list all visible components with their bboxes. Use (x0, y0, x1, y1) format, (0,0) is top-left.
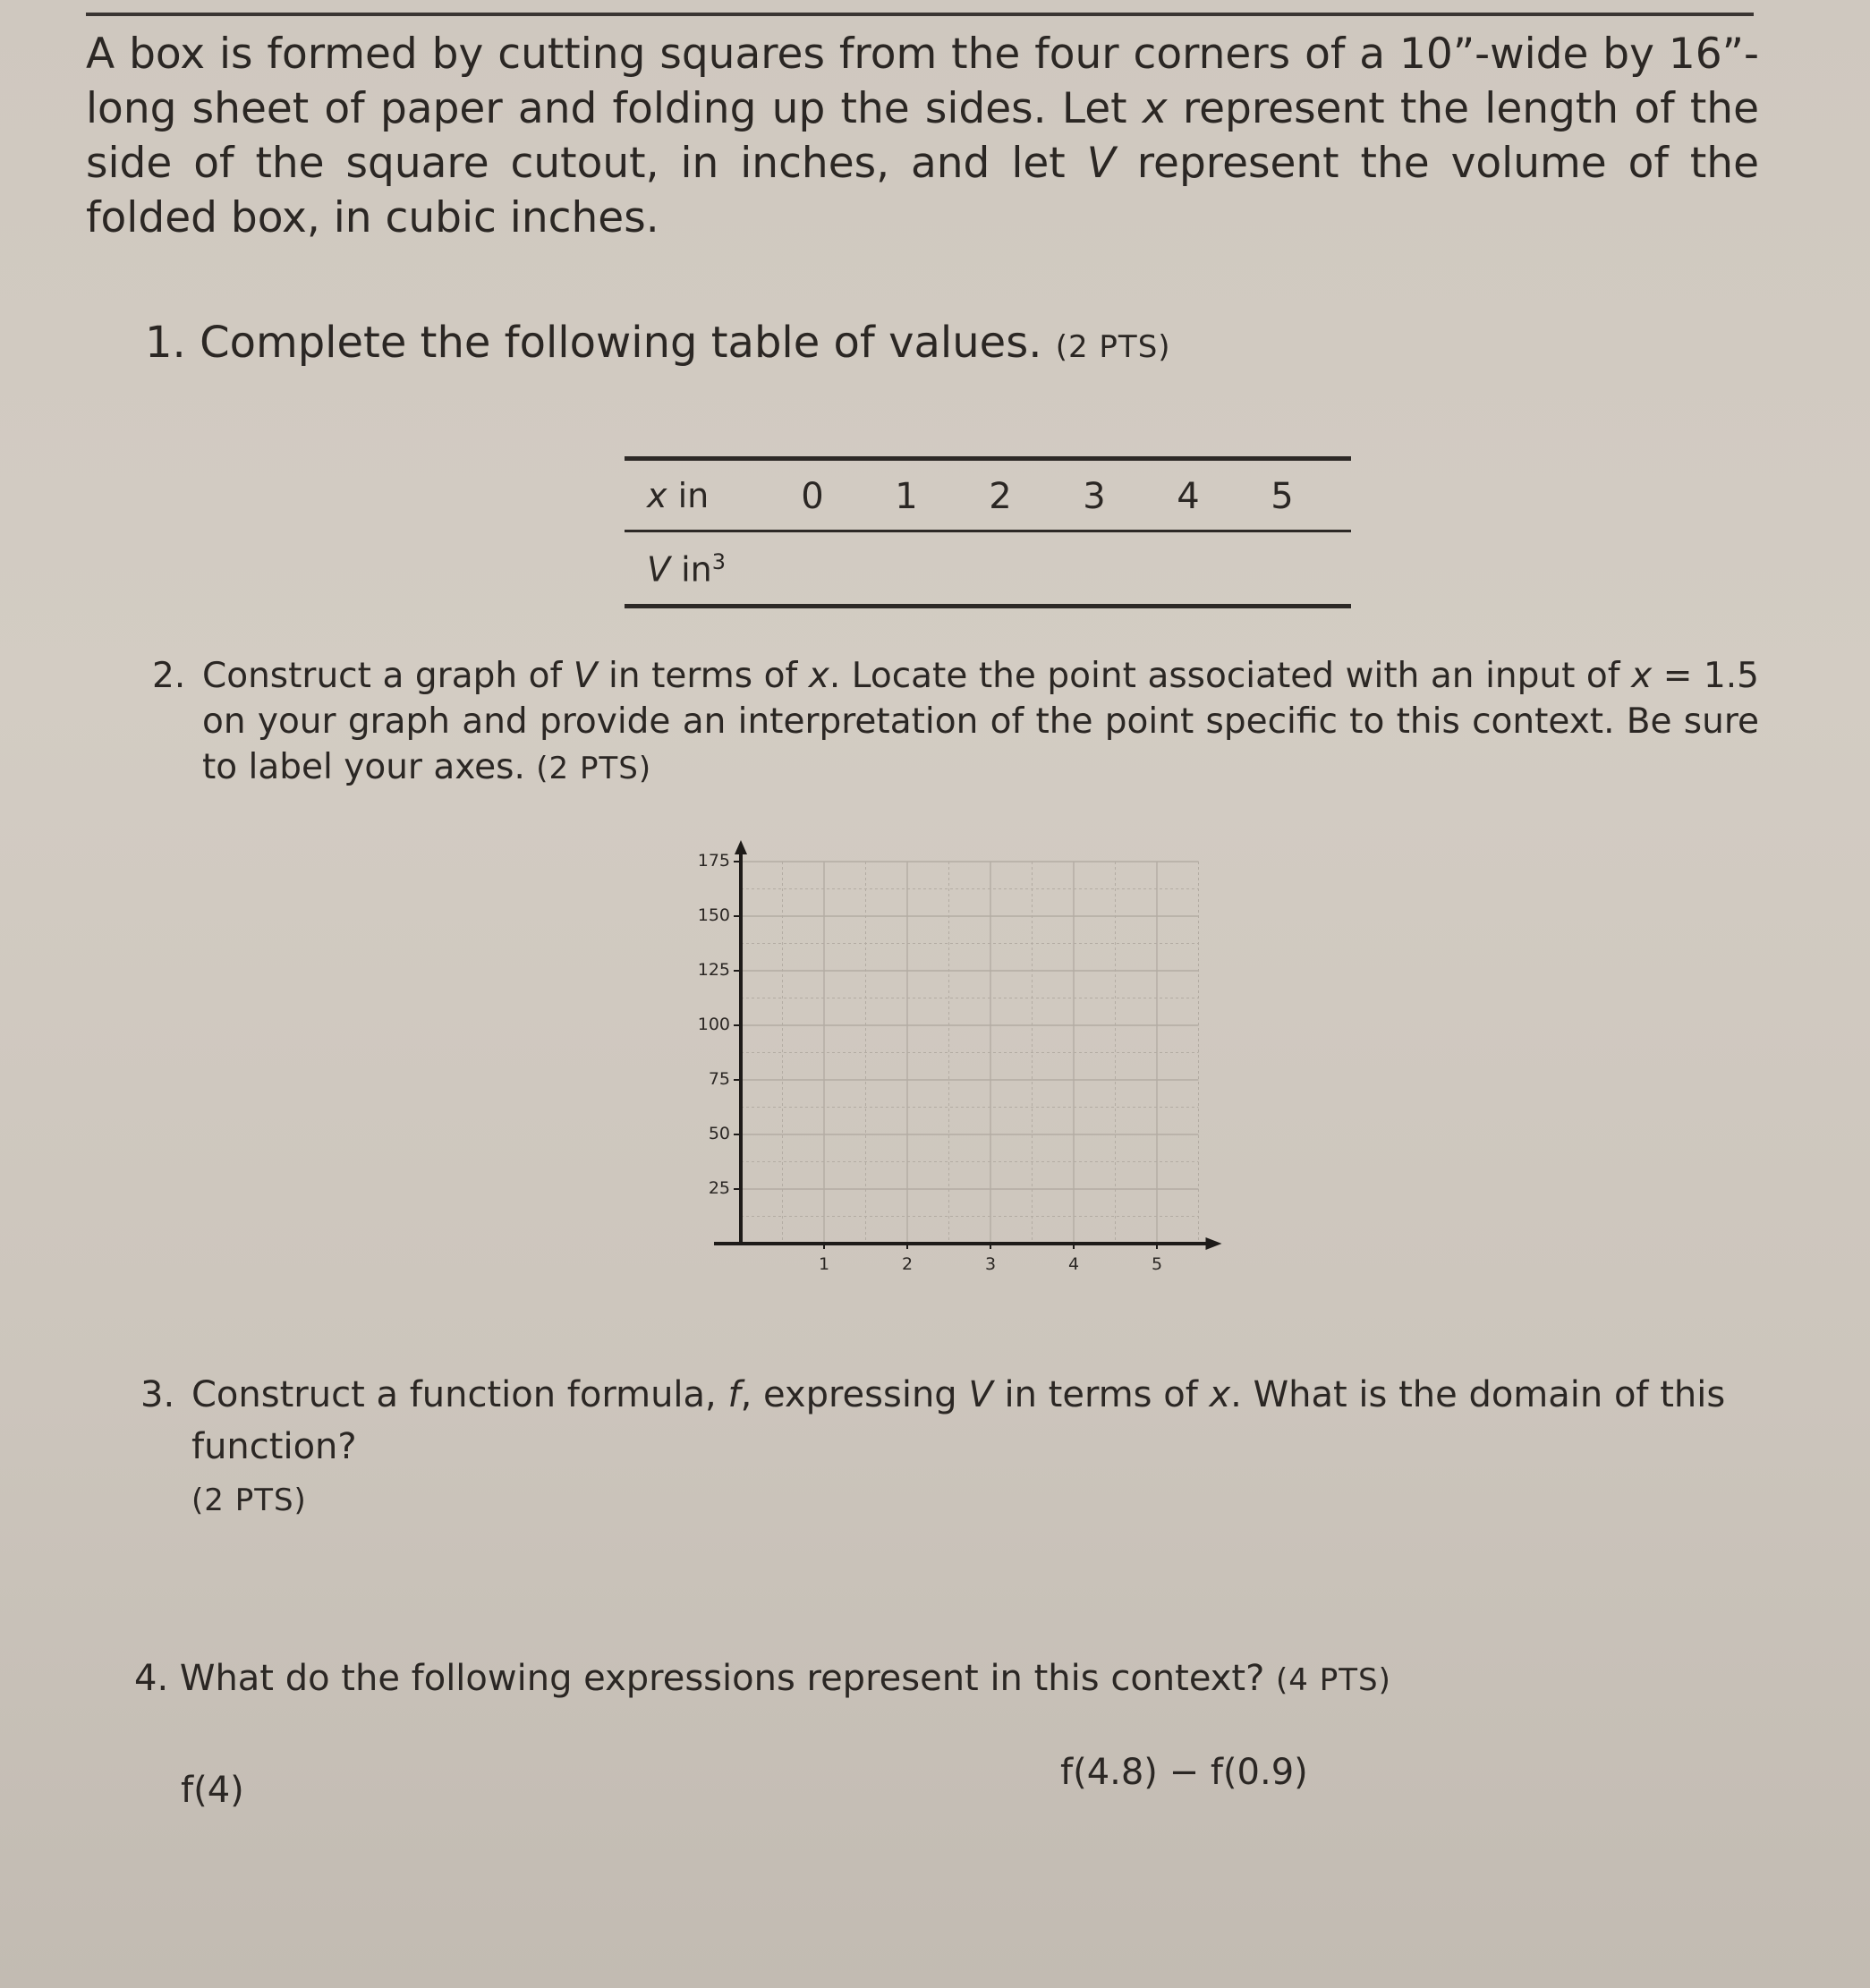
y-tick-label: 25 (708, 1178, 730, 1198)
table-x-cell: 1 (895, 476, 918, 517)
table-v-exponent: 3 (711, 549, 727, 574)
q3-var-v: V (968, 1374, 993, 1415)
q3-points: (2 PTS) (191, 1483, 307, 1518)
q1-points: (2 PTS) (1055, 329, 1171, 365)
y-tick-label: 50 (708, 1124, 730, 1143)
intro-paragraph (86, 27, 1759, 245)
question-4 (134, 1658, 1391, 1699)
graph-canvas[interactable] (680, 845, 1199, 1275)
intro-text-3: represent the volume of the folded box, in cubic inches. (86, 139, 1759, 242)
q3-var-f: f (727, 1374, 741, 1415)
q2-points: (2 PTS) (536, 751, 652, 786)
q3-text-d: . What is the domain of this function? (191, 1374, 1726, 1467)
table-x-var: x (647, 476, 667, 515)
values-table (625, 456, 1351, 610)
q4-number: 4. (134, 1658, 169, 1699)
table-row-x-header (647, 476, 709, 515)
answer-graph[interactable] (680, 845, 1199, 1275)
q2-var-x: x (808, 656, 829, 696)
q1-text: Complete the following table of values. (200, 318, 1042, 368)
y-tick-label: 100 (697, 1015, 730, 1034)
x-tick-label: 1 (818, 1254, 830, 1274)
q2-var-x2: x (1631, 656, 1653, 696)
y-tick-label: 175 (697, 851, 730, 871)
top-rule (86, 13, 1754, 16)
table-x-cell: 3 (1083, 476, 1106, 517)
x-tick-label: 2 (901, 1254, 914, 1274)
y-tick-label: 125 (697, 960, 730, 980)
q2-text-b: in terms of (597, 656, 809, 696)
q3-text-c: in terms of (992, 1374, 1210, 1415)
q2-number: 2. (152, 656, 186, 696)
table-v-unit: in (681, 549, 712, 590)
table-bottom-rule (625, 604, 1351, 608)
table-x-cell: 4 (1177, 476, 1200, 517)
intro-var-x: x (1142, 84, 1168, 133)
q4-points: (4 PTS) (1276, 1662, 1391, 1698)
intro-text-1: A box is formed by cutting squares from the four corners of a 10”-wide by 16”-long sheet of paper and folding up the sides. Let (86, 30, 1759, 133)
y-axis-arrow (735, 840, 747, 854)
table-top-rule (625, 456, 1351, 461)
q3-text (191, 1369, 1787, 1526)
x-axis-arrow (1206, 1237, 1222, 1250)
q2-text-d: = 1.5 on your graph and provide an interpretation of the point specific to this context. Be sure to label your axes. (202, 656, 1759, 787)
intro-text-2: represent the length of the side of the square cutout, in inches, and let (86, 84, 1759, 188)
table-v-var: V (647, 549, 670, 590)
x-tick-label: 5 (1151, 1254, 1163, 1274)
table-x-unit: in (677, 476, 710, 515)
q4-text: What do the following expressions represent in this context? (179, 1658, 1265, 1699)
table-row-v-header (647, 549, 726, 590)
q2-var-v: V (573, 656, 598, 696)
q2-text-a: Construct a graph of (202, 656, 574, 696)
q3-text-a: Construct a function formula, (191, 1374, 728, 1415)
y-tick-label: 150 (697, 905, 730, 925)
q2-text-c: . Locate the point associated with an input of (829, 656, 1632, 696)
expression-f4: f(4) (181, 1770, 244, 1811)
x-tick-label: 3 (984, 1254, 997, 1274)
expression-difference: f(4.8) − f(0.9) (1060, 1752, 1308, 1793)
table-x-cell: 2 (989, 476, 1012, 517)
intro-var-v: V (1086, 139, 1116, 188)
x-tick-label: 4 (1067, 1254, 1080, 1274)
table-x-cell: 0 (801, 476, 824, 517)
question-1 (145, 318, 1171, 368)
q3-text-b: , expressing (740, 1374, 969, 1415)
q2-text (202, 653, 1759, 792)
q3-var-x: x (1209, 1374, 1231, 1415)
q3-number: 3. (140, 1374, 175, 1415)
q1-number: 1. (145, 318, 186, 368)
y-tick-label: 75 (708, 1069, 730, 1089)
table-x-cell: 5 (1271, 476, 1294, 517)
table-mid-rule (625, 530, 1351, 532)
